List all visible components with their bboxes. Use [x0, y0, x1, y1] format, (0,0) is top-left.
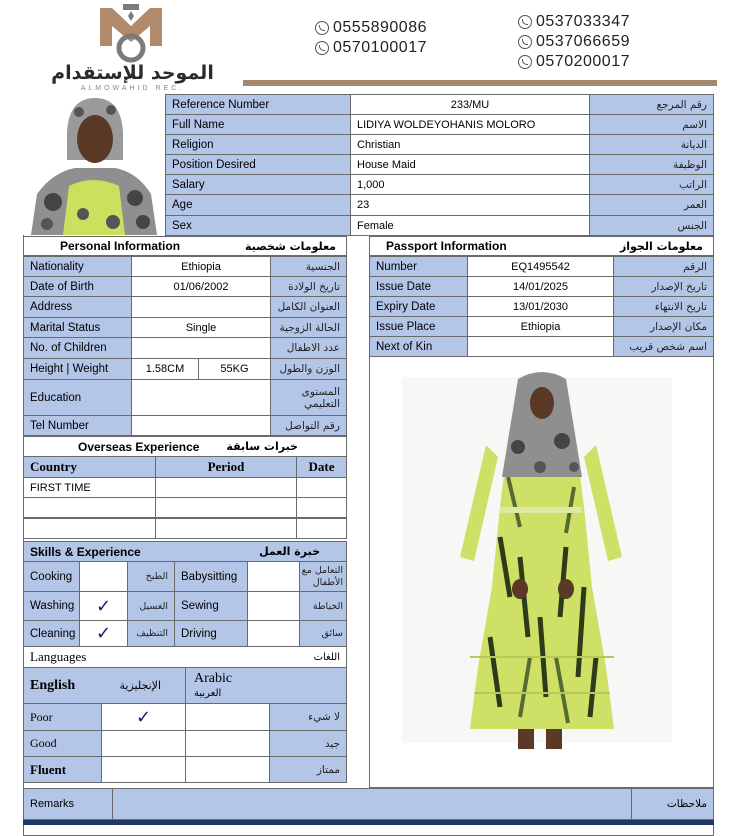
- overseas-period-cell: [155, 477, 297, 498]
- language-level-label-ar: جيد: [269, 730, 347, 757]
- skill-sewing-checkbox[interactable]: [247, 591, 300, 621]
- info-label: Sex: [165, 215, 351, 236]
- language-english-checkbox[interactable]: ✓: [101, 703, 186, 731]
- overseas-country-header: Country: [23, 456, 156, 478]
- overseas-period-cell: [155, 497, 297, 518]
- header-divider: [243, 80, 717, 86]
- phone-number: 0570100017: [315, 38, 427, 58]
- language-arabic-checkbox[interactable]: [185, 756, 270, 783]
- info-label: Position Desired: [165, 154, 351, 175]
- dob-value: 01/06/2002: [131, 276, 271, 297]
- phone-number: 0570200017: [518, 52, 630, 72]
- skill-cleaning-checkbox[interactable]: ✓: [79, 620, 128, 647]
- marital-status-label: Marital Status: [23, 317, 132, 338]
- info-value: 1,000: [350, 174, 590, 195]
- phones-right: [518, 12, 630, 72]
- info-label: Religion: [165, 134, 351, 155]
- info-label-ar: الاسم: [589, 114, 714, 135]
- height-value: 1.58CM: [131, 358, 199, 380]
- skill-babysitting-checkbox[interactable]: [247, 561, 300, 592]
- info-label-ar: الديانة: [589, 134, 714, 155]
- info-label: Full Name: [165, 114, 351, 135]
- phone-icon: [518, 35, 532, 49]
- passport-label: Next of Kin: [369, 336, 468, 357]
- language-arabic-header: Arabic العربية: [185, 667, 347, 704]
- passport-label-ar: تاريخ الإصدار: [613, 276, 714, 297]
- skill-cleaning-label: Cleaning: [23, 620, 80, 647]
- info-label-ar: الجنس: [589, 215, 714, 236]
- phone-icon: [518, 15, 532, 29]
- footer-bar: [23, 820, 714, 825]
- language-level-label: Poor: [23, 703, 102, 731]
- info-label-ar: الوظيفة: [589, 154, 714, 175]
- language-level-label-ar: ممتاز: [269, 756, 347, 783]
- skill-sewing-label-ar: الخياطة: [299, 591, 347, 621]
- passport-value: EQ1495542: [467, 256, 614, 277]
- skill-cooking-label-ar: الطبخ: [127, 561, 175, 592]
- height-weight-label: Height | Weight: [23, 358, 132, 380]
- phone-icon: [315, 21, 329, 35]
- tel-value: [131, 415, 271, 436]
- overseas-country-cell: [23, 518, 156, 539]
- overseas-period-header: Period: [155, 456, 297, 478]
- passport-label: Number: [369, 256, 468, 277]
- passport-label-ar: تاريخ الانتهاء: [613, 296, 714, 317]
- passport-label-ar: مكان الإصدار: [613, 316, 714, 337]
- tel-label: Tel Number: [23, 415, 132, 436]
- nationality-label: Nationality: [23, 256, 132, 277]
- skill-washing-label-ar: الغسيل: [127, 591, 175, 621]
- passport-label-ar: الرقم: [613, 256, 714, 277]
- skill-cleaning-label-ar: التنظيف: [127, 620, 175, 647]
- personal-info-header: Personal Information معلومات شخصية: [23, 236, 347, 256]
- phone-number: 0537066659: [518, 32, 630, 52]
- overseas-country-cell: FIRST TIME: [23, 477, 156, 498]
- skill-washing-checkbox[interactable]: ✓: [79, 591, 128, 621]
- children-label-ar: عدد الاطفال: [270, 337, 347, 359]
- address-label: Address: [23, 296, 132, 318]
- phone-icon: [315, 41, 329, 55]
- skill-driving-label: Driving: [174, 620, 248, 647]
- info-value: 23: [350, 194, 590, 216]
- overseas-date-cell: [296, 497, 347, 518]
- tel-label-ar: رقم التواصل: [270, 415, 347, 436]
- passport-label: Expiry Date: [369, 296, 468, 317]
- marital-status-label-ar: الحالة الزوجية: [270, 317, 347, 338]
- phone-icon: [518, 55, 532, 69]
- passport-info-header: Passport Information معلومات الجواز: [369, 236, 714, 256]
- language-english-header: English الإنجليزية: [23, 667, 186, 704]
- skill-driving-label-ar: سائق: [299, 620, 347, 647]
- skill-babysitting-label: Babysitting: [174, 561, 248, 592]
- phone-number: 0555890086: [315, 18, 427, 38]
- nationality-label-ar: الجنسية: [270, 256, 347, 277]
- overseas-experience-header: Overseas Experience خبرات سابقة: [23, 436, 347, 457]
- address-value: [131, 296, 271, 318]
- info-label-ar: الراتب: [589, 174, 714, 195]
- info-label: Age: [165, 194, 351, 216]
- children-label: No. of Children: [23, 337, 132, 359]
- passport-value: 14/01/2025: [467, 276, 614, 297]
- skill-washing-label: Washing: [23, 591, 80, 621]
- passport-label: Issue Place: [369, 316, 468, 337]
- address-label-ar: العنوان الكامل: [270, 296, 347, 318]
- language-english-checkbox[interactable]: [101, 730, 186, 757]
- overseas-date-cell: [296, 518, 347, 539]
- skill-cooking-label: Cooking: [23, 561, 80, 592]
- info-label: Reference Number: [165, 94, 351, 115]
- overseas-date-header: Date: [296, 456, 347, 478]
- marital-status-value: Single: [131, 317, 271, 338]
- children-value: [131, 337, 271, 359]
- company-logo: [40, 2, 225, 94]
- info-label-ar: العمر: [589, 194, 714, 216]
- education-value: [131, 379, 271, 416]
- overseas-period-cell: [155, 518, 297, 539]
- logo-emblem-icon: [90, 2, 172, 64]
- education-label-ar: المستوى التعليمي: [270, 379, 347, 416]
- info-label-ar: رقم المرجع: [589, 94, 714, 115]
- skills-header: Skills & Experience خبرة العمل: [23, 541, 347, 562]
- logo-english-text: ALMOWAHID REC.: [80, 85, 185, 92]
- overseas-date-cell: [296, 477, 347, 498]
- passport-value: Ethiopia: [467, 316, 614, 337]
- language-arabic-checkbox[interactable]: [185, 730, 270, 757]
- full-body-photo: [369, 356, 714, 788]
- height-weight-label-ar: الوزن والطول: [270, 358, 347, 380]
- info-value: Christian: [350, 134, 590, 155]
- dob-label: Date of Birth: [23, 276, 132, 297]
- phone-number: 0537033347: [518, 12, 630, 32]
- passport-label-ar: اسم شخص قريب: [613, 336, 714, 357]
- language-english-checkbox[interactable]: [101, 756, 186, 783]
- remarks-value[interactable]: [112, 789, 632, 819]
- info-label: Salary: [165, 174, 351, 195]
- languages-header: Languages اللغات: [23, 646, 347, 668]
- language-level-label: Fluent: [23, 756, 102, 783]
- weight-value: 55KG: [198, 358, 271, 380]
- skill-driving-checkbox[interactable]: [247, 620, 300, 647]
- info-value: Female: [350, 215, 590, 236]
- info-value: 233/MU: [350, 94, 590, 115]
- logo-arabic-text: الموحد للإستقدام: [51, 62, 214, 84]
- remarks-label-ar: ملاحظات: [666, 798, 707, 810]
- dob-label-ar: تاريخ الولادة: [270, 276, 347, 297]
- skill-cooking-checkbox[interactable]: [79, 561, 128, 592]
- education-label: Education: [23, 379, 132, 416]
- nationality-value: Ethiopia: [131, 256, 271, 277]
- language-level-label: Good: [23, 730, 102, 757]
- language-level-label-ar: لا شيء: [269, 703, 347, 731]
- overseas-country-cell: [23, 497, 156, 518]
- passport-label: Issue Date: [369, 276, 468, 297]
- skill-babysitting-label-ar: التعامل مع الأطفال: [299, 561, 347, 592]
- portrait-photo: [23, 94, 166, 235]
- skill-sewing-label: Sewing: [174, 591, 248, 621]
- info-value: LIDIYA WOLDEYOHANIS MOLORO: [350, 114, 590, 135]
- passport-value: [467, 336, 614, 357]
- remarks-label: Remarks: [30, 798, 75, 810]
- info-value: House Maid: [350, 154, 590, 175]
- passport-value: 13/01/2030: [467, 296, 614, 317]
- phones-left: [315, 18, 427, 58]
- language-arabic-checkbox[interactable]: [185, 703, 270, 731]
